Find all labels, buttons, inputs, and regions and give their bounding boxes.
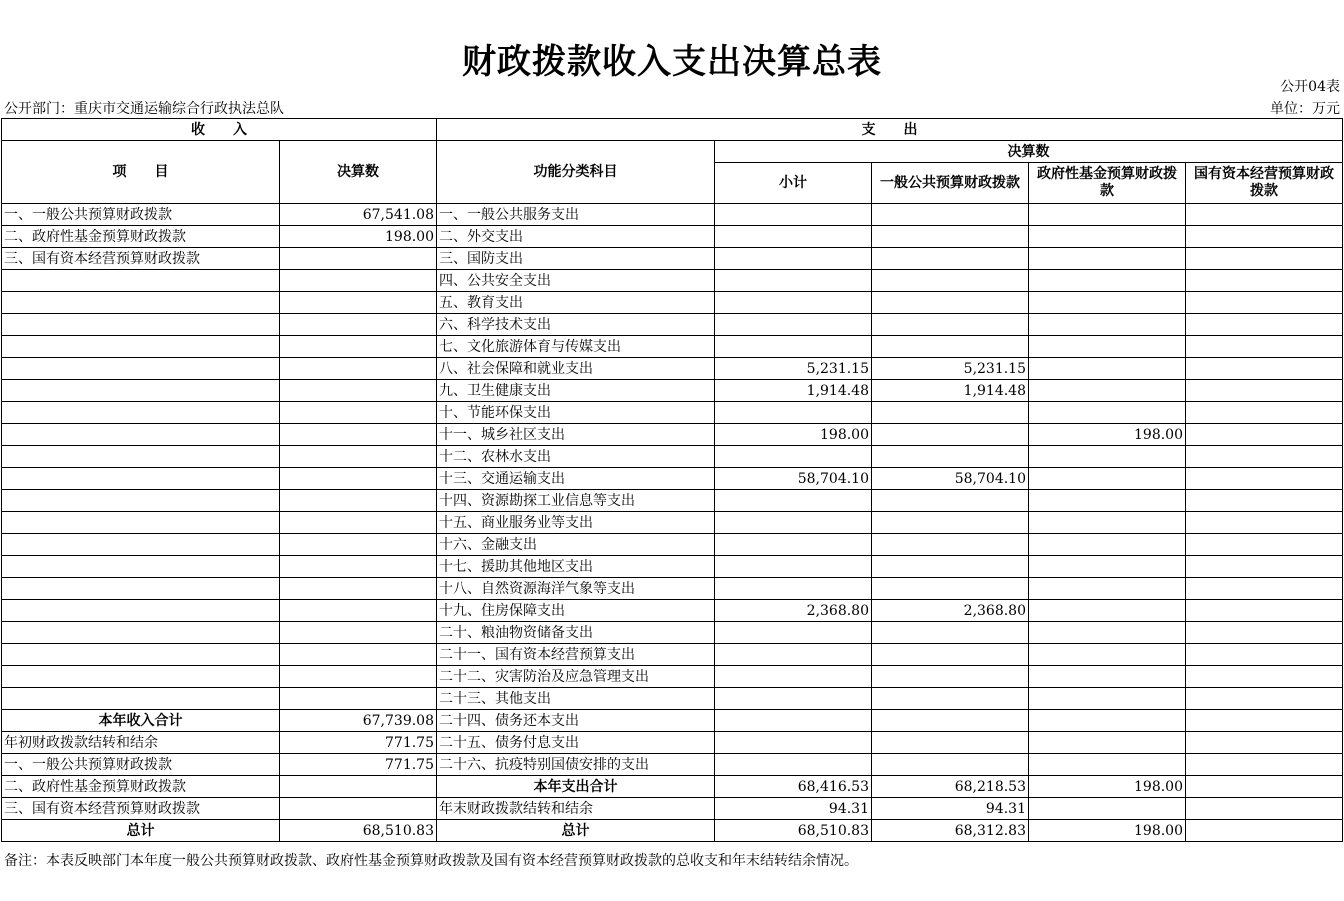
gov-fund-cell: [1029, 270, 1186, 292]
table-row: [2, 248, 1343, 270]
general-budget-cell: [872, 512, 1029, 534]
unit-label: 单位：万元: [1270, 101, 1340, 117]
gov-fund-cell: [1029, 446, 1186, 468]
subtotal-cell: [715, 248, 872, 270]
state-capital-cell: [1186, 380, 1343, 402]
income-amount-cell: 67,739.08: [280, 710, 437, 732]
table-row: [2, 534, 1343, 556]
table-row: [2, 292, 1343, 314]
state-capital-cell: [1186, 468, 1343, 490]
income-item-cell: [2, 644, 280, 666]
state-capital-header: 国有资本经营预算财政拨款: [1186, 163, 1343, 204]
general-budget-cell: [872, 556, 1029, 578]
income-amount-cell: [280, 248, 437, 270]
general-budget-cell: [872, 402, 1029, 424]
income-amount-cell: [280, 358, 437, 380]
final-amount-header: 决算数: [715, 141, 1343, 163]
income-item-cell: 三、国有资本经营预算财政拨款: [2, 248, 280, 270]
income-amount-cell: [280, 534, 437, 556]
function-category-cell: 九、卫生健康支出: [437, 380, 715, 402]
function-category-cell: 四、公共安全支出: [437, 270, 715, 292]
table-row: [2, 402, 1343, 424]
state-capital-cell: [1186, 248, 1343, 270]
function-category-header: 功能分类科目: [437, 141, 715, 204]
income-amount-cell: 198.00: [280, 226, 437, 248]
subtotal-cell: [715, 402, 872, 424]
income-item-cell: [2, 314, 280, 336]
income-item-cell: 一、一般公共预算财政拨款: [2, 754, 280, 776]
function-category-cell: 十七、援助其他地区支出: [437, 556, 715, 578]
gov-fund-cell: [1029, 644, 1186, 666]
function-category-cell: 总计: [437, 820, 715, 842]
subtotal-cell: [715, 754, 872, 776]
subtotal-cell: [715, 666, 872, 688]
function-category-cell: 五、教育支出: [437, 292, 715, 314]
gov-fund-cell: 198.00: [1029, 820, 1186, 842]
general-budget-cell: 68,312.83: [872, 820, 1029, 842]
income-item-cell: 年初财政拨款结转和结余: [2, 732, 280, 754]
state-capital-cell: [1186, 622, 1343, 644]
state-capital-cell: [1186, 578, 1343, 600]
table-row: [2, 666, 1343, 688]
function-category-cell: 二十三、其他支出: [437, 688, 715, 710]
general-budget-cell: [872, 490, 1029, 512]
function-category-cell: 十一、城乡社区支出: [437, 424, 715, 446]
income-amount-cell: [280, 468, 437, 490]
table-row: [2, 468, 1343, 490]
table-row: [2, 314, 1343, 336]
state-capital-cell: [1186, 820, 1343, 842]
general-budget-cell: [872, 314, 1029, 336]
general-budget-cell: [872, 622, 1029, 644]
table-row: [2, 754, 1343, 776]
table-row: [2, 358, 1343, 380]
subtotal-cell: [715, 270, 872, 292]
income-item-cell: [2, 358, 280, 380]
function-category-cell: 二十、粮油物资储备支出: [437, 622, 715, 644]
income-amount-cell: [280, 446, 437, 468]
income-amount-cell: [280, 600, 437, 622]
income-item-cell: 本年收入合计: [2, 710, 280, 732]
function-category-cell: 二十六、抗疫特别国债安排的支出: [437, 754, 715, 776]
subtotal-cell: [715, 292, 872, 314]
income-item-cell: [2, 622, 280, 644]
function-category-cell: 六、科学技术支出: [437, 314, 715, 336]
state-capital-cell: [1186, 688, 1343, 710]
function-category-cell: 十三、交通运输支出: [437, 468, 715, 490]
general-budget-cell: [872, 732, 1029, 754]
state-capital-cell: [1186, 732, 1343, 754]
table-row: [2, 556, 1343, 578]
general-budget-cell: 2,368.80: [872, 600, 1029, 622]
table-row: [2, 776, 1343, 798]
function-category-cell: 二十一、国有资本经营预算支出: [437, 644, 715, 666]
income-item-cell: 一、一般公共预算财政拨款: [2, 204, 280, 226]
gov-fund-cell: [1029, 578, 1186, 600]
table-note: 备注：本表反映部门本年度一般公共预算财政拨款、政府性基金预算财政拨款及国有资本经营预算财政拨款的总收支和年末结转结余情况。: [4, 853, 858, 869]
general-budget-cell: [872, 710, 1029, 732]
function-category-cell: 十六、金融支出: [437, 534, 715, 556]
income-header: 收 入: [2, 119, 437, 141]
gov-fund-cell: [1029, 710, 1186, 732]
table-row: [2, 336, 1343, 358]
general-budget-cell: [872, 578, 1029, 600]
income-item-cell: [2, 446, 280, 468]
subtotal-cell: [715, 512, 872, 534]
state-capital-cell: [1186, 534, 1343, 556]
function-category-cell: 十二、农林水支出: [437, 446, 715, 468]
general-budget-cell: [872, 666, 1029, 688]
subtotal-cell: 94.31: [715, 798, 872, 820]
function-category-cell: 本年支出合计: [437, 776, 715, 798]
department-label: 公开部门：重庆市交通运输综合行政执法总队: [4, 101, 284, 117]
gov-fund-cell: [1029, 204, 1186, 226]
general-budget-header: 一般公共预算财政拨款: [872, 163, 1029, 204]
gov-fund-cell: [1029, 600, 1186, 622]
subtotal-cell: [715, 556, 872, 578]
gov-fund-cell: [1029, 358, 1186, 380]
subtotal-cell: [715, 644, 872, 666]
function-category-cell: 十五、商业服务业等支出: [437, 512, 715, 534]
income-amount-cell: [280, 424, 437, 446]
table-row: [2, 512, 1343, 534]
gov-fund-cell: [1029, 732, 1186, 754]
income-amount-cell: [280, 798, 437, 820]
amount-header: 决算数: [280, 141, 437, 204]
state-capital-cell: [1186, 336, 1343, 358]
gov-fund-cell: [1029, 798, 1186, 820]
gov-fund-cell: [1029, 402, 1186, 424]
income-item-cell: [2, 424, 280, 446]
subtotal-cell: [715, 490, 872, 512]
general-budget-cell: [872, 644, 1029, 666]
state-capital-cell: [1186, 424, 1343, 446]
income-item-cell: [2, 666, 280, 688]
general-budget-cell: [872, 204, 1029, 226]
subtotal-cell: 2,368.80: [715, 600, 872, 622]
gov-fund-cell: [1029, 468, 1186, 490]
function-category-cell: 七、文化旅游体育与传媒支出: [437, 336, 715, 358]
function-category-cell: 二十五、债务付息支出: [437, 732, 715, 754]
subtotal-cell: [715, 732, 872, 754]
table-number: 公开04表: [1280, 79, 1340, 95]
income-item-cell: [2, 402, 280, 424]
table-row: [2, 270, 1343, 292]
table-row: [2, 732, 1343, 754]
gov-fund-cell: [1029, 490, 1186, 512]
income-amount-cell: [280, 512, 437, 534]
income-item-cell: [2, 534, 280, 556]
state-capital-cell: [1186, 204, 1343, 226]
income-amount-cell: [280, 292, 437, 314]
gov-fund-cell: [1029, 292, 1186, 314]
gov-fund-cell: [1029, 666, 1186, 688]
expense-header: 支 出: [437, 119, 1343, 141]
function-category-cell: 十、节能环保支出: [437, 402, 715, 424]
subtotal-cell: [715, 314, 872, 336]
state-capital-cell: [1186, 556, 1343, 578]
income-item-cell: [2, 600, 280, 622]
general-budget-cell: 5,231.15: [872, 358, 1029, 380]
gov-fund-cell: 198.00: [1029, 776, 1186, 798]
income-amount-cell: [280, 314, 437, 336]
state-capital-cell: [1186, 270, 1343, 292]
item-header: 项 目: [2, 141, 280, 204]
income-amount-cell: [280, 666, 437, 688]
income-amount-cell: [280, 490, 437, 512]
general-budget-cell: 94.31: [872, 798, 1029, 820]
gov-fund-cell: 198.00: [1029, 424, 1186, 446]
subtotal-cell: [715, 578, 872, 600]
income-item-cell: [2, 380, 280, 402]
subtotal-cell: 68,510.83: [715, 820, 872, 842]
general-budget-cell: [872, 248, 1029, 270]
subtotal-cell: [715, 446, 872, 468]
function-category-cell: 年末财政拨款结转和结余: [437, 798, 715, 820]
gov-fund-cell: [1029, 314, 1186, 336]
gov-fund-cell: [1029, 688, 1186, 710]
subtotal-cell: [715, 226, 872, 248]
income-amount-cell: [280, 622, 437, 644]
income-amount-cell: [280, 402, 437, 424]
state-capital-cell: [1186, 710, 1343, 732]
table-row: [2, 600, 1343, 622]
gov-fund-cell: [1029, 622, 1186, 644]
function-category-cell: 十四、资源勘探工业信息等支出: [437, 490, 715, 512]
subtotal-cell: [715, 204, 872, 226]
table-row: [2, 226, 1343, 248]
income-item-cell: [2, 336, 280, 358]
subtotal-cell: [715, 622, 872, 644]
income-item-cell: [2, 270, 280, 292]
general-budget-cell: 1,914.48: [872, 380, 1029, 402]
subtotal-cell: [715, 710, 872, 732]
page-title: 财政拨款收入支出决算总表: [462, 42, 882, 82]
income-item-cell: 二、政府性基金预算财政拨款: [2, 226, 280, 248]
income-item-cell: 三、国有资本经营预算财政拨款: [2, 798, 280, 820]
general-budget-cell: [872, 292, 1029, 314]
function-category-cell: 二十二、灾害防治及应急管理支出: [437, 666, 715, 688]
table-row: [2, 820, 1343, 842]
income-amount-cell: [280, 644, 437, 666]
subtotal-cell: 1,914.48: [715, 380, 872, 402]
general-budget-cell: [872, 688, 1029, 710]
function-category-cell: 一、一般公共服务支出: [437, 204, 715, 226]
income-amount-cell: [280, 578, 437, 600]
state-capital-cell: [1186, 490, 1343, 512]
general-budget-cell: [872, 424, 1029, 446]
final-accounts-table: [1, 118, 1343, 842]
function-category-cell: 十八、自然资源海洋气象等支出: [437, 578, 715, 600]
gov-fund-cell: [1029, 380, 1186, 402]
state-capital-cell: [1186, 402, 1343, 424]
general-budget-cell: 58,704.10: [872, 468, 1029, 490]
income-amount-cell: 67,541.08: [280, 204, 437, 226]
income-amount-cell: 771.75: [280, 732, 437, 754]
gov-fund-cell: [1029, 534, 1186, 556]
income-item-cell: [2, 578, 280, 600]
table-row: [2, 798, 1343, 820]
table-row: [2, 490, 1343, 512]
income-amount-cell: [280, 336, 437, 358]
table-row: [2, 688, 1343, 710]
state-capital-cell: [1186, 754, 1343, 776]
income-amount-cell: [280, 556, 437, 578]
function-category-cell: 十九、住房保障支出: [437, 600, 715, 622]
income-item-cell: [2, 512, 280, 534]
income-item-cell: [2, 468, 280, 490]
subtotal-cell: [715, 688, 872, 710]
general-budget-cell: [872, 446, 1029, 468]
state-capital-cell: [1186, 226, 1343, 248]
state-capital-cell: [1186, 644, 1343, 666]
subtotal-cell: 58,704.10: [715, 468, 872, 490]
state-capital-cell: [1186, 358, 1343, 380]
gov-fund-cell: [1029, 226, 1186, 248]
gov-fund-cell: [1029, 754, 1186, 776]
function-category-cell: 八、社会保障和就业支出: [437, 358, 715, 380]
state-capital-cell: [1186, 314, 1343, 336]
table-row: [2, 578, 1343, 600]
income-item-cell: [2, 490, 280, 512]
table-row: [2, 644, 1343, 666]
state-capital-cell: [1186, 446, 1343, 468]
income-amount-cell: [280, 776, 437, 798]
subtotal-cell: 198.00: [715, 424, 872, 446]
general-budget-cell: [872, 270, 1029, 292]
state-capital-cell: [1186, 600, 1343, 622]
income-amount-cell: 68,510.83: [280, 820, 437, 842]
state-capital-cell: [1186, 666, 1343, 688]
income-item-cell: [2, 292, 280, 314]
subtotal-cell: [715, 534, 872, 556]
table-row: [2, 710, 1343, 732]
general-budget-cell: 68,218.53: [872, 776, 1029, 798]
income-item-cell: [2, 688, 280, 710]
general-budget-cell: [872, 534, 1029, 556]
subtotal-cell: 5,231.15: [715, 358, 872, 380]
state-capital-cell: [1186, 292, 1343, 314]
income-item-cell: 二、政府性基金预算财政拨款: [2, 776, 280, 798]
function-category-cell: 二、外交支出: [437, 226, 715, 248]
gov-fund-cell: [1029, 556, 1186, 578]
gov-fund-cell: [1029, 336, 1186, 358]
subtotal-cell: 68,416.53: [715, 776, 872, 798]
income-amount-cell: 771.75: [280, 754, 437, 776]
table-row: [2, 424, 1343, 446]
income-item-cell: [2, 556, 280, 578]
table-row: [2, 446, 1343, 468]
general-budget-cell: [872, 226, 1029, 248]
income-amount-cell: [280, 270, 437, 292]
gov-fund-cell: [1029, 512, 1186, 534]
state-capital-cell: [1186, 798, 1343, 820]
table-row: [2, 380, 1343, 402]
subtotal-header: 小计: [715, 163, 872, 204]
general-budget-cell: [872, 336, 1029, 358]
gov-fund-cell: [1029, 248, 1186, 270]
state-capital-cell: [1186, 776, 1343, 798]
table-row: [2, 204, 1343, 226]
subtotal-cell: [715, 336, 872, 358]
table-row: [2, 622, 1343, 644]
function-category-cell: 二十四、债务还本支出: [437, 710, 715, 732]
income-amount-cell: [280, 380, 437, 402]
gov-fund-header: 政府性基金预算财政拨款: [1029, 163, 1186, 204]
general-budget-cell: [872, 754, 1029, 776]
income-amount-cell: [280, 688, 437, 710]
income-item-cell: 总计: [2, 820, 280, 842]
state-capital-cell: [1186, 512, 1343, 534]
function-category-cell: 三、国防支出: [437, 248, 715, 270]
